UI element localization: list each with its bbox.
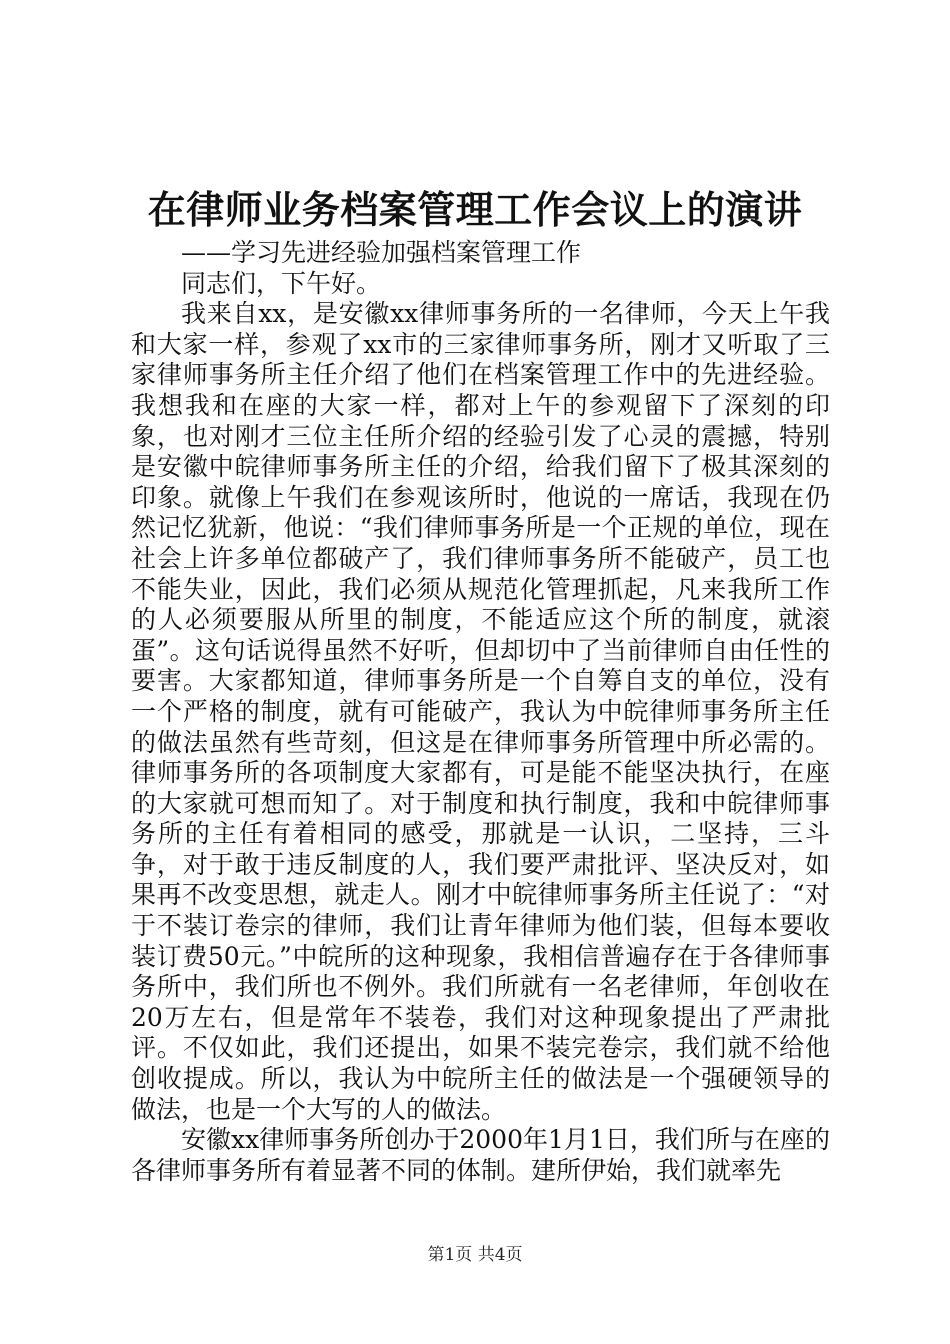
document-body — [131, 238, 830, 1186]
document-title: 在律师业务档案管理工作会议上的演讲 — [147, 187, 803, 232]
greeting-line: 同志们，下午好。 — [181, 268, 382, 298]
page-number-footer: 第1页 共4页 — [427, 1245, 523, 1265]
body-paragraph-2: 安徽xx律师事务所创办于2000年1月1日，我们所与在座的各律师事务所有着显著不同的体制。建所伊始，我们就率先 — [131, 1125, 830, 1185]
document-subtitle: ——学习先进经验加强档案管理工作 — [181, 238, 582, 267]
body-paragraph-1: 我来自xx，是安徽xx律师事务所的一名律师，今天上午我和大家一样，参观了xx市的三家律师事务所，刚才又听取了三家律师事务所主任介绍了他们在档案管理工作中的先进经验。我想我和在座的大家一样，都对上午的参观留下了深刻的印象，也对刚才三位主任所介绍的经验引发了心灵的震撼，特别是安徽中皖律师事务所主任的介绍，给我们留下了极其深刻的印象。就像上午我们在参观该所时，他说的一席话，我现在仍然记忆犹新，他说：“我们律师事务所是一个正规的单位，现在社会上许多单位都破产了，我们律师事务所不能破产，员工也不能失业，因此，我们必须从规范化管理抓起，凡来我所工作的人必须要服从所里的制度，不能适应这个所的制度，就滚蛋”。这句话说得虽然不好听，但却切中了当前律师自由任性的要害。大家都知道，律师事务所是一个自筹自支的单位，没有一个严格的制度，就有可能破产，我认为中皖律师事务所主任的做法虽然有些苛刻，但这是在律师事务所管理中所必需的。律师事务所的各项制度大家都有，可是能不能坚决执行，在座的大家就可想而知了。对于制度和执行制度，我和中皖律师事务所的主任有着相同的感受，那就是一认识，二坚持，三斗争，对于敢于违反制度的人，我们要严肃批评、坚决反对，如果再不改变思想，就走人。刚才中皖律师事务所主任说了：“对于不装订卷宗的律师，我们让青年律师为他们装，但每本要收装订费50元。”中皖所的这种现象，我相信普遍存在于各律师事务所中，我们所也不例外。我们所就有一名老律师，年创收在20万左右，但是常年不装卷，我们对这种现象提出了严肃批评。不仅如此，我们还提出，如果不装完卷宗，我们就不给他创收提成。所以，我认为中皖所主任的做法是一个强硬领导的做法，也是一个大写的人的做法。 — [131, 299, 830, 1124]
